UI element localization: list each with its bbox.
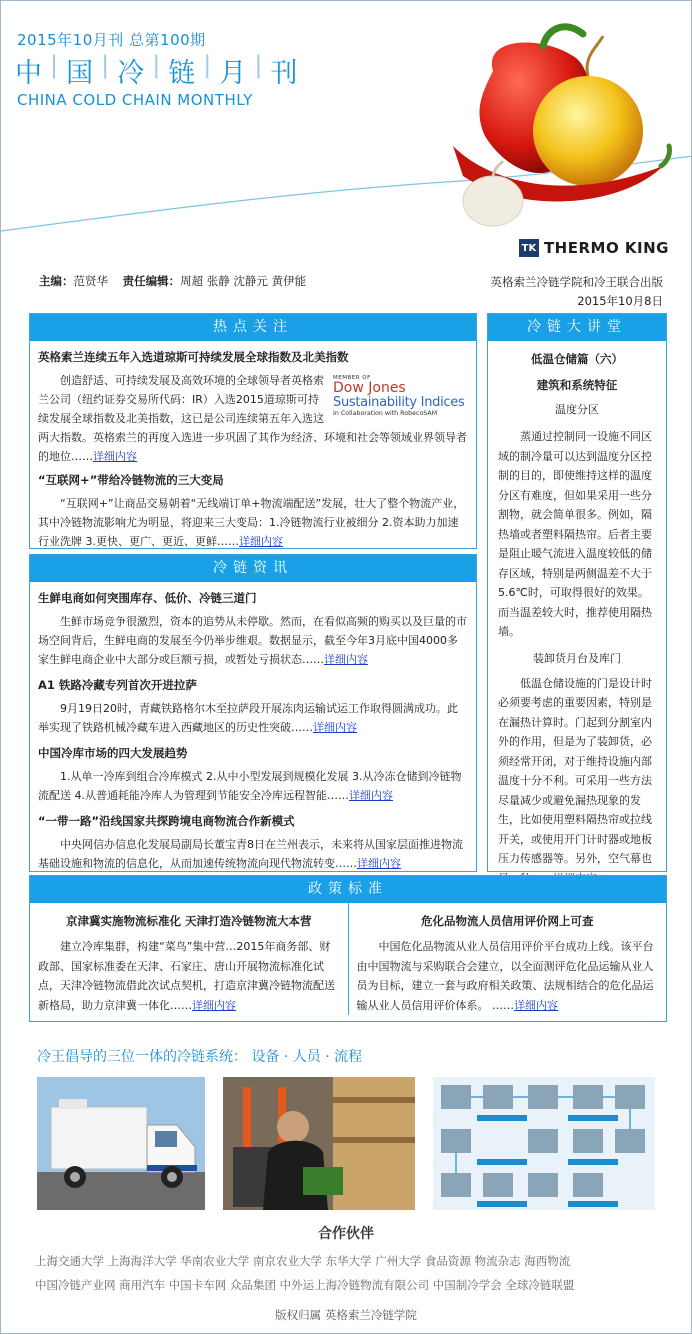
article-title[interactable]: 危化品物流人员信用评价网上可查 <box>421 914 594 928</box>
section-bar-lecture: 冷链大讲堂 <box>488 314 666 341</box>
news-section <box>29 554 477 872</box>
title-char: 国 <box>66 58 96 89</box>
logo-name: THERMO KING <box>543 239 669 257</box>
section-bar-policy: 政策标准 <box>30 876 666 903</box>
truck-photo <box>37 1077 205 1210</box>
article-body: 1.从单一冷库到组合冷库模式 2.从中小型发展到规模化发展 3.从冷冻仓储到冷链物流配送 4.从普通耗能冷库人为管理到节能安全冷库远程智能……详细内容 <box>38 770 462 802</box>
article-body: 中国危化品物流从业人员信用评价平台成功上线。该平台由中国物流与采购联合会建立，以全面测评危化品运输从业人员为目标，建立一套与政府相关政策、法规相结合的危化品运输从业人员信用评价体系。 ……详细内容 <box>356 940 654 1012</box>
lecture-topic: 建筑和系统特征 <box>536 378 618 392</box>
title-char: 刊 <box>270 58 300 89</box>
dj-line1: Dow Jones <box>333 380 406 396</box>
article-title[interactable]: 英格索兰连续五年入选道琼斯可持续发展全球指数及北美指数 <box>38 350 349 364</box>
detail-link[interactable]: 详细内容 <box>192 998 236 1012</box>
publisher: 英格索兰冷链学院和冷王联合出版 <box>490 275 663 289</box>
partners-title: 合作伙伴 <box>318 1226 374 1242</box>
article-body: 建立冷库集群，构建“菜鸟”集中营…2015年商务部、财政部、国家标准委在天津、石家庄、唐山开展物流标准化试点，天津冷链物流借此次试点契机，打造京津冀冷链物流配送新格局，助力京津冀一体化……详细内容 <box>38 940 335 1012</box>
article-body: 创造舒适、可持续发展及高效环境的全球领导者英格索兰公司（纽约证券交易所代码：IR）入选2015道琼斯可持续发展全球指数及北美指数，这已是公司连续第五年入选这两大指数。英格索兰的再度入选进一步巩固了其作为经济、环境和社会等领域业界领导者的地位……详细内容 <box>38 374 467 463</box>
copyright: 版权归属 英格索兰冷链学院 <box>275 1308 417 1322</box>
thermo-king-mark-icon: TK <box>519 239 539 257</box>
article-body: “互联网+”让商品交易朝着“无线端订单+物流端配送”发展，壮大了整个物流产业，其中冷链物流影响尤为明显，将迎来三大变局：1.冷链物流行业被细分 2.资本助力加速行业洗牌 3.更快、更广、更近、更鲜……详细内容 <box>38 497 465 548</box>
detail-link[interactable]: 详细内容 <box>357 857 401 870</box>
masthead-title-en: CHINA COLD CHAIN MONTHLY <box>17 91 253 109</box>
article-body: 中央网信办信息化发展局副局长董宝青8日在兰州表示，未来将从国家层面推进物流基础设施和物流的信息化，从而加速传统物流向现代物流转变……详细内容 <box>38 838 463 870</box>
lecture-section <box>487 313 667 872</box>
dj-member: MEMBER OF <box>333 375 371 381</box>
editor-label: 主编： <box>39 274 74 288</box>
detail-link[interactable]: 详细内容 <box>324 653 368 666</box>
title-char: 中 <box>15 58 44 89</box>
credits-line <box>39 273 306 289</box>
detail-link[interactable]: 详细内容 <box>349 789 393 802</box>
policy-section <box>29 875 667 1022</box>
title-char: 月 <box>219 58 249 89</box>
editor-name: 范贤华 <box>73 274 108 288</box>
resp-editor-label: 责任编辑： <box>122 274 181 288</box>
resp-editor-names: 周超 张静 沈静元 黄伊能 <box>180 274 307 288</box>
dj-line3: In Collaboration with RobecoSAM <box>333 410 438 417</box>
vegetables-image <box>423 16 673 246</box>
detail-link[interactable]: 详细内容 <box>93 450 137 463</box>
publish-date: 2015年10月8日 <box>577 294 663 308</box>
article-title[interactable]: A1 铁路冷藏专列首次开进拉萨 <box>38 678 197 692</box>
process-diagram-image <box>433 1077 655 1210</box>
title-char: 冷 <box>117 58 147 89</box>
partners-row-2: 中国冷链产业网 商用汽车 中国卡车网 众品集团 中外运上海冷链物流有限公司 中国制冷学会 全球冷链联盟 <box>35 1278 575 1292</box>
issue-line: 2015年10月刊 总第100期 <box>17 31 206 49</box>
article-body: 9月19日20时，青藏铁路格尔木至拉萨段开展冻肉运输试运工作取得圆满成功。此举实现了铁路机械冷藏车进入西藏地区的历史性突破……详细内容 <box>38 702 458 734</box>
masthead <box>1 1 691 266</box>
lecture-subtopic: 装卸货月台及库门 <box>533 651 621 665</box>
lecture-body: 低温仓储设施的门是设计时必须要考虑的重要因素，特别是在漏热计算时。门起到分割室内外的作用，但是为了装卸货，必须经常开闭，对于维持设施内部温度十分不利。可采用一些方法尽量减少或避免漏热现象的发生，比如使用塑料隔热帘或拉线开关，或使用开门计时器或地板压力传感器等。另外，空气幕也 <box>498 674 656 889</box>
publisher-info <box>491 273 664 311</box>
detail-link[interactable]: 详细内容 <box>514 998 558 1012</box>
system-slogan: 冷王倡导的三位一体的冷链系统： 设备 · 人员 · 流程 <box>37 1049 363 1065</box>
partners-row-1: 上海交通大学 上海海洋大学 华南农业大学 南京农业大学 东华大学 广州大学 食品资源 物流杂志 海西物流 <box>35 1254 571 1268</box>
lecture-series: 低温仓储篇（六） <box>531 352 623 366</box>
section-bar-news: 冷链资讯 <box>30 555 476 582</box>
hot-topics-section <box>29 313 477 549</box>
section-bar-hot: 热点关注 <box>30 314 476 341</box>
detail-link[interactable]: 详细内容 <box>313 721 357 734</box>
article-title[interactable]: 京津冀实施物流标准化 天津打造冷链物流大本营 <box>65 914 312 928</box>
article-body: 生鲜市场竞争很激烈，资本的追势从未停歇。然而，在看似高频的购买以及巨量的市场空间背后，生鲜电商的发展至今仍举步维艰。数据显示，截至今年3月底中国4000多家生鲜电商企业中大部分或巨额亏损，或暂处亏损状态……详细内容 <box>38 615 467 666</box>
policy-left <box>30 903 349 1015</box>
thermo-king-logo <box>519 239 669 257</box>
title-char: 链 <box>168 58 198 89</box>
article-title[interactable]: “互联网+”带给冷链物流的三大变局 <box>38 473 224 487</box>
lecture-subtopic: 温度分区 <box>555 403 599 416</box>
lecture-body: 蒸通过控制同一设施不同区域的制冷量可以达到温度分区控制的目的，即使维持这样的温度分区有难度，但如果采用一些分割物，就会简单很多。例如，隔热墙或者塑料隔热帘。后者主要是阻止暖气流进入温度较低的储存区域，特别是两侧温差不大于5.6℃时，可取得很好的效果。而当温差较大时，推荐使用隔热墙。 <box>498 430 652 638</box>
dow-jones-logo <box>333 375 468 417</box>
masthead-title: 中 | 国 | 冷 | 链 | 月 | 刊 <box>15 51 300 89</box>
dj-line2: Sustainability Indices <box>333 395 465 410</box>
detail-link[interactable]: 详细内容 <box>239 535 283 548</box>
article-title[interactable]: 中国冷库市场的四大发展趋势 <box>38 746 188 760</box>
article-title[interactable]: 生鲜电商如何突围库存、低价、冷链三道门 <box>38 591 257 605</box>
article-title[interactable]: “一带一路”沿线国家共探跨境电商物流合作新模式 <box>38 814 295 828</box>
policy-right <box>349 903 667 1015</box>
worker-photo <box>223 1077 415 1210</box>
